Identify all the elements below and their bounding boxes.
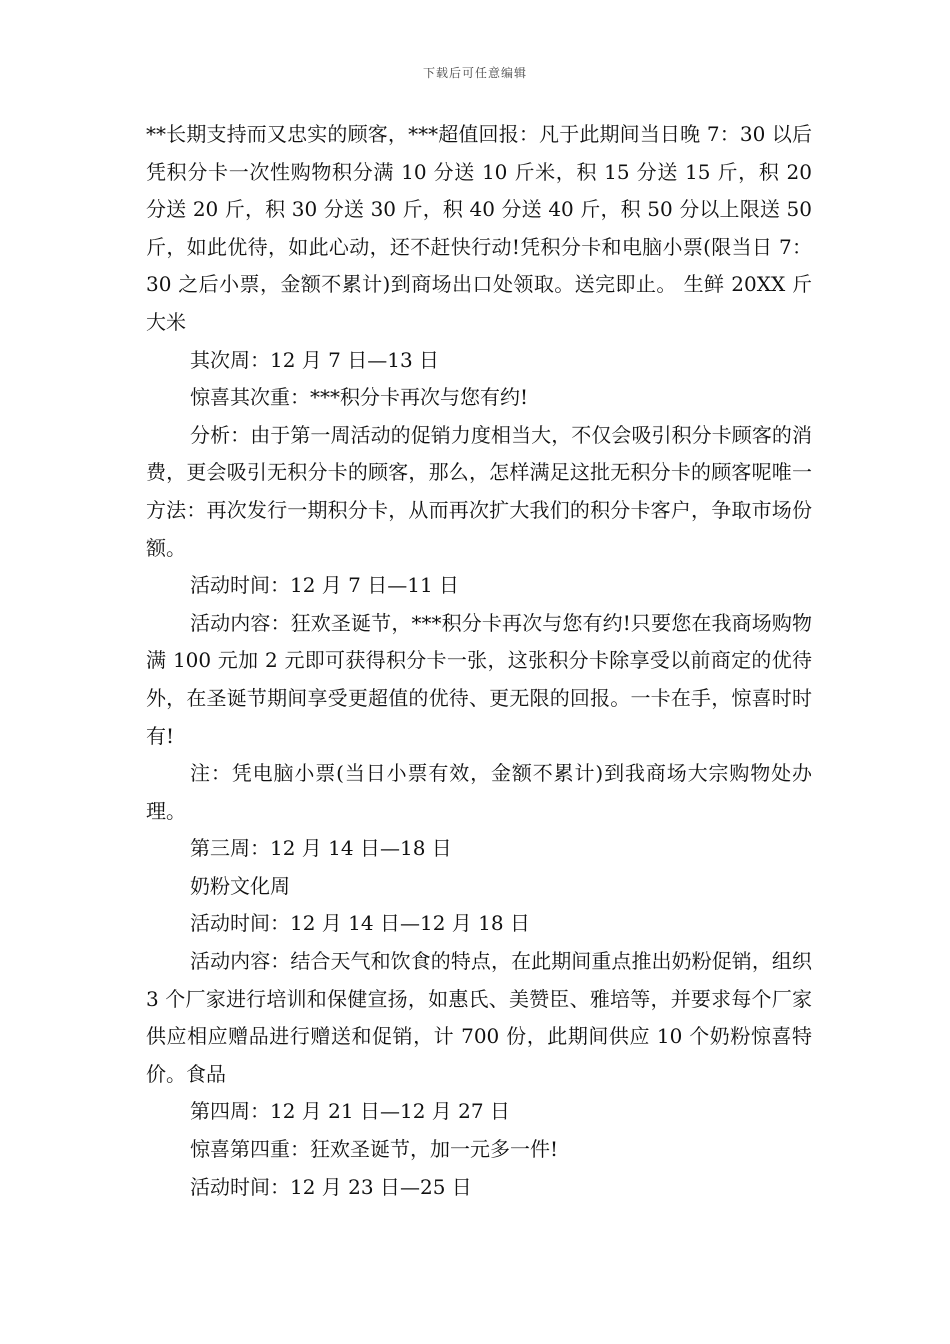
page-header: 下载后可任意编辑	[422, 66, 527, 80]
paragraph-activity-content-2: 活动内容：结合天气和饮食的特点，在此期间重点推出奶粉促销，组织 3 个厂家进行培训和保健宣扬，如惠氏、美赞臣、雅培等，并要求每个厂家供应相应赠品进行赠送和促销，计 700 份，此期间供应 10 个奶粉惊喜特价。食品	[146, 949, 812, 1086]
paragraph-analysis: 分析：由于第一周活动的促销力度相当大，不仅会吸引积分卡顾客的消费，更会吸引无积分卡的顾客，那么，怎样满足这批无积分卡的顾客呢唯一方法：再次发行一期积分卡，从而再次扩大我们的积分卡客户，争取市场份额。	[146, 422, 812, 560]
paragraph-week-four-heading: 第四周：12 月 21 日—12 月 27 日	[190, 1099, 510, 1124]
paragraph-surprise-two: 惊喜其次重：***积分卡再次与您有约!	[190, 385, 529, 410]
paragraph-milk-powder-week: 奶粉文化周	[190, 873, 290, 898]
paragraph-activity-time-3: 活动时间：12 月 23 日—25 日	[190, 1174, 472, 1199]
paragraph-week-two-heading: 其次周：12 月 7 日—13 日	[190, 347, 440, 372]
paragraph-activity-time-1: 活动时间：12 月 7 日—11 日	[190, 573, 460, 598]
paragraph-activity-content-1: 活动内容：狂欢圣诞节，***积分卡再次与您有约!只要您在我商场购物满 100 元加 2 元即可获得积分卡一张，这张积分卡除享受以前商定的优待外，在圣诞节期间享受更超值的优待、更无限的回报。一卡在手，惊喜时时有!	[146, 610, 812, 748]
paragraph-activity-time-2: 活动时间：12 月 14 日—12 月 18 日	[190, 911, 530, 936]
paragraph-surprise-four: 惊喜第四重：狂欢圣诞节，加一元多一件!	[190, 1137, 559, 1162]
document-body	[146, 116, 812, 1206]
paragraph-note: 注：凭电脑小票(当日小票有效，金额不累计)到我商场大宗购物处办理。	[146, 761, 812, 823]
paragraph-week-three-heading: 第三周：12 月 14 日—18 日	[190, 836, 452, 861]
paragraph-reward-details: **长期支持而又忠实的顾客，***超值回报：凡于此期间当日晚 7：30 以后凭积分卡一次性购物积分满 10 分送 10 斤米，积 15 分送 15 斤，积 20 分送 20 斤，积 30 分送 30 斤，积 40 分送 40 斤，积 50 分以上限送 50 斤，如此优待，如此心动，还不赶快行动!凭积分卡和电脑小票(限当日 7：30 之后小票，金额不累计)到商场出口处领取。送完即止。 生鲜 20XX 斤大米	[146, 122, 812, 334]
